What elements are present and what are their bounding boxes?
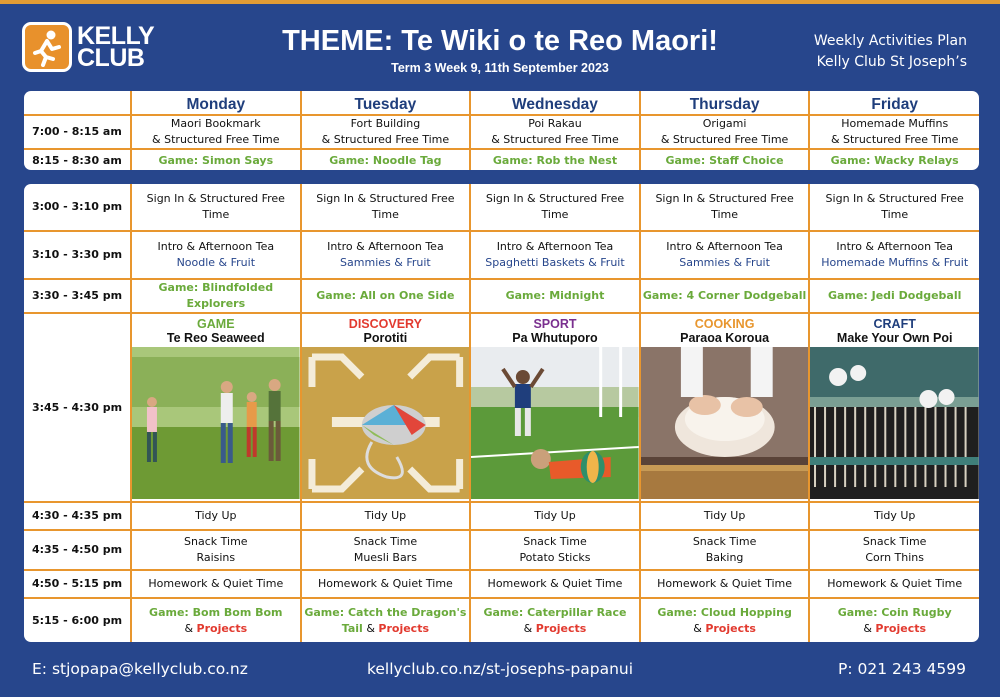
page-title: THEME: Te Wiki o te Reo Maori! [282, 25, 718, 57]
day-heading: Friday [809, 91, 979, 115]
game-cell: Game: Jedi Dodgeball [809, 279, 979, 313]
time-slot: 3:30 - 3:45 pm [24, 279, 131, 313]
day-heading: Wednesday [470, 91, 640, 115]
plan-label: Weekly Activities Plan [813, 33, 967, 49]
game-cell: Game: Rob the Nest [470, 149, 640, 170]
schedule-cell: Fort Building & Structured Free Time [301, 115, 471, 149]
activity-type: DISCOVERY [348, 317, 422, 331]
schedule-cell: Snack Time Raisins [131, 530, 301, 570]
schedule-cell: Sign In & Structured Free Time [640, 184, 810, 231]
schedule-cell: Intro & Afternoon Tea Homemade Muffins & Fruit [809, 231, 979, 279]
activity-cell [470, 313, 640, 502]
table-row [24, 598, 979, 642]
morning-schedule [24, 91, 979, 170]
rugby-kids-photo [471, 347, 639, 499]
schedule-cell: Homework & Quiet Time [809, 570, 979, 598]
poi-performers-photo [810, 347, 979, 499]
table-row [24, 279, 979, 313]
schedule-cell: Tidy Up [131, 502, 301, 530]
activity-type: SPORT [533, 317, 577, 331]
club-name: Kelly Club St Joseph’s [816, 54, 967, 70]
schedule-cell: Snack Time Muesli Bars [301, 530, 471, 570]
time-slot: 8:15 - 8:30 am [24, 149, 131, 170]
time-slot: 4:30 - 4:35 pm [24, 502, 131, 530]
schedule-cell: Intro & Afternoon Tea Noodle & Fruit [131, 231, 301, 279]
page-subtitle: Term 3 Week 9, 11th September 2023 [391, 61, 609, 75]
activity-cell [131, 313, 301, 502]
footer-phone[interactable]: P: 021 243 4599 [838, 660, 966, 678]
schedule-cell: Snack Time Baking [640, 530, 810, 570]
schedule-cell: Intro & Afternoon Tea Sammies & Fruit [301, 231, 471, 279]
schedule-cell: Tidy Up [640, 502, 810, 530]
schedule-cell: Tidy Up [301, 502, 471, 530]
time-slot: 7:00 - 8:15 am [24, 115, 131, 149]
game-cell: Game: Blindfolded Explorers [131, 279, 301, 313]
activity-name: Porotiti [363, 331, 408, 345]
activity-name: Make Your Own Poi [836, 331, 953, 345]
logo-line-1: KELLY [77, 22, 155, 50]
game-cell: Game: Noodle Tag [301, 149, 471, 170]
day-heading: Thursday [640, 91, 810, 115]
activity-name: Pa Whutuporo [512, 331, 598, 345]
activity-type: CRAFT [873, 317, 916, 331]
time-slot: 3:00 - 3:10 pm [24, 184, 131, 231]
corner-cell [24, 91, 131, 115]
table-row [24, 570, 979, 598]
activity-type: GAME [197, 317, 235, 331]
schedule-cell: Maori Bookmark & Structured Free Time [131, 115, 301, 149]
day-heading: Tuesday [301, 91, 471, 115]
schedule-cell: Homework & Quiet Time [640, 570, 810, 598]
schedule-cell: Sign In & Structured Free Time [470, 184, 640, 231]
table-row [24, 115, 979, 149]
activity-cell [809, 313, 979, 502]
time-slot: 4:35 - 4:50 pm [24, 530, 131, 570]
activity-cell [301, 313, 471, 502]
top-accent-bar [0, 0, 1000, 4]
table-row [24, 530, 979, 570]
time-slot: 4:50 - 5:15 pm [24, 570, 131, 598]
day-header-row [24, 91, 979, 115]
table-row [24, 231, 979, 279]
activity-name: Paraoa Koroua [680, 331, 770, 345]
time-slot: 3:10 - 3:30 pm [24, 231, 131, 279]
schedule-cell: Tidy Up [470, 502, 640, 530]
schedule-cell: Homework & Quiet Time [301, 570, 471, 598]
website-link[interactable]: kellyclub.co.nz/st-josephs-papanui [366, 660, 634, 678]
schedule-cell: Game: Caterpillar Race & Projects [470, 598, 640, 642]
schedule-cell: Intro & Afternoon Tea Sammies & Fruit [640, 231, 810, 279]
schedule-cell: Sign In & Structured Free Time [809, 184, 979, 231]
porotiti-craft-photo [302, 347, 470, 499]
schedule-cell: Homework & Quiet Time [131, 570, 301, 598]
game-cell: Game: Staff Choice [640, 149, 810, 170]
running-figure-icon [22, 22, 72, 72]
schedule-cell: Homemade Muffins & Structured Free Time [809, 115, 979, 149]
schedule-cell: Intro & Afternoon Tea Spaghetti Baskets & Fruit [470, 231, 640, 279]
activity-type: COOKING [694, 317, 755, 331]
schedule-cell: Game: Bom Bom Bom & Projects [131, 598, 301, 642]
day-heading: Monday [131, 91, 301, 115]
logo-line-2: CLUB [77, 44, 145, 72]
table-row [24, 149, 979, 170]
header-right-info [814, 31, 967, 73]
schedule-cell: Snack Time Potato Sticks [470, 530, 640, 570]
activity-row [24, 313, 979, 502]
bread-dough-photo [641, 347, 809, 499]
schedule-cell: Poi Rakau & Structured Free Time [470, 115, 640, 149]
kids-playing-photo [132, 347, 300, 499]
activity-cell [640, 313, 810, 502]
game-cell: Game: 4 Corner Dodgeball [640, 279, 810, 313]
time-slot: 3:45 - 4:30 pm [24, 313, 131, 502]
schedule-cell: Game: Coin Rugby & Projects [809, 598, 979, 642]
afternoon-schedule [24, 184, 979, 642]
table-row [24, 502, 979, 530]
time-slot: 5:15 - 6:00 pm [24, 598, 131, 642]
schedule-cell: Sign In & Structured Free Time [131, 184, 301, 231]
schedule-cell: Tidy Up [809, 502, 979, 530]
schedule-cell: Homework & Quiet Time [470, 570, 640, 598]
game-cell: Game: All on One Side [301, 279, 471, 313]
table-row [24, 184, 979, 231]
game-cell: Game: Simon Says [131, 149, 301, 170]
schedule-cell: Game: Catch the Dragon's Tail & Projects [301, 598, 471, 642]
schedule-cell: Sign In & Structured Free Time [301, 184, 471, 231]
schedule-cell: Origami & Structured Free Time [640, 115, 810, 149]
schedule-cell: Snack Time Corn Thins [809, 530, 979, 570]
game-cell: Game: Midnight [470, 279, 640, 313]
kelly-club-logo [22, 22, 154, 72]
footer-email[interactable]: E: stjopapa@kellyclub.co.nz [32, 660, 248, 678]
schedule-cell: Game: Cloud Hopping & Projects [640, 598, 810, 642]
game-cell: Game: Wacky Relays [809, 149, 979, 170]
activity-name: Te Reo Seaweed [166, 331, 265, 345]
